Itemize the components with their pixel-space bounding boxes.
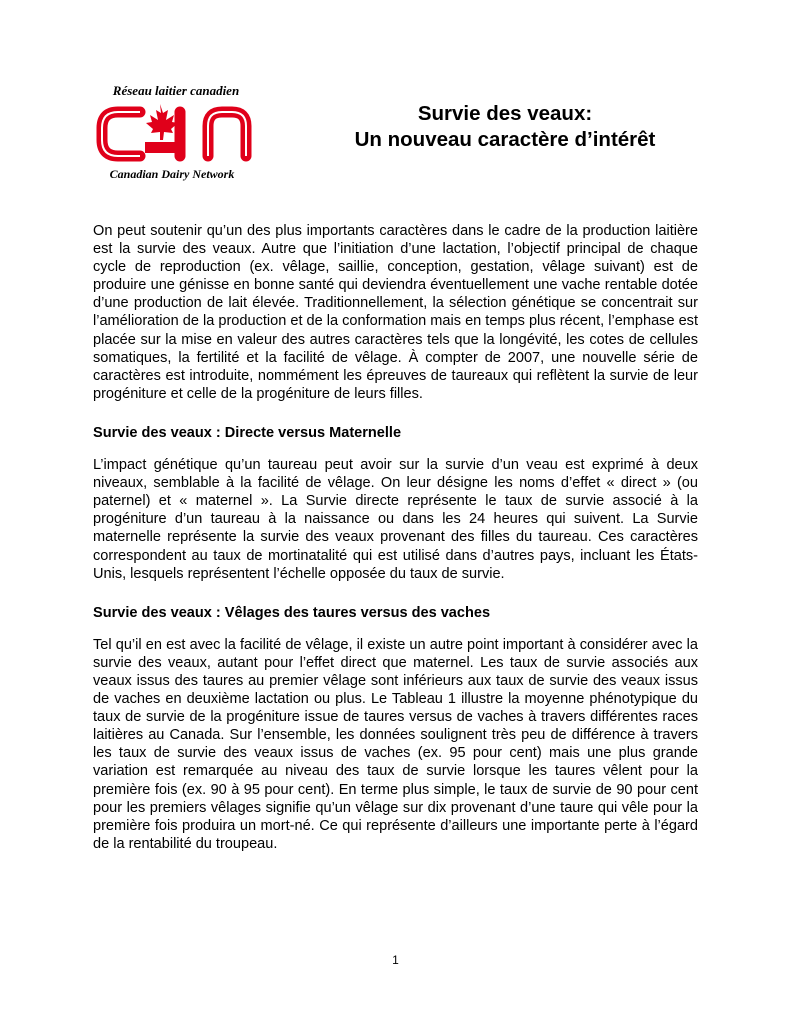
logo-letter-c bbox=[102, 112, 140, 156]
maple-leaf-icon bbox=[146, 104, 178, 140]
logo-bar bbox=[145, 142, 180, 153]
section-heading-heifers-cows: Survie des veaux : Vêlages des taures versus des vaches bbox=[93, 604, 491, 621]
page-title-line1: Survie des veaux: bbox=[417, 102, 593, 125]
logo-bottom-text: Canadian Dairy Network bbox=[109, 167, 235, 181]
document-body bbox=[93, 222, 698, 874]
intro-paragraph: On peut soutenir qu’un des plus importants caractères dans le cadre de la production laitière est la survie des veaux. Autre que l’initiation d’une lactation, l’objectif principal de chaque cycle de reproduction (ex. vêlage, saillie, conception, gestation, vêlage suivant) est de produire une génisse en bonne santé qui deviendra éventuellement une vache rentable dotée d’une production de lait élevée. Traditionnellement, la sélection génétique se concentrait sur l’amélioration de la production et de la conformation mais en temps plus récent, l’emphase est placée sur la mise en valeur des autres caractères tels que la longévité, les cotes de cellules somatiques, la fertilité et la facilité de vêlage. À compter de 2007, une nouvelle série de caractères est introduite, nommément les épreuves de taureaux qui reflètent la survie de leur progéniture et celle de la progéniture de leurs filles. bbox=[93, 223, 698, 402]
section2-paragraph: Tel qu’il en est avec la facilité de vêlage, il existe un autre point important à considérer avec la survie des veaux, autant pour l’effet direct que maternel. Les taux de survie associés aux veaux issus des taures au premier vêlage sont inférieurs aux taux de survie des veaux issus de vaches en deuxième lactation ou plus. Le Tableau 1 illustre la moyenne phénotypique du taux de survie de la progéniture issue de taures versus de vaches à travers différentes races laitières au Canada. Sur l’ensemble, les données soulignent très peu de différence à travers les taux de survie des veaux issus de vaches (ex. 95 pour cent) mais une plus grande variation est remarquée au niveau des taux de survie lorsque les taures vêlent pour la première fois (ex. 90 à 95 pour cent). En terme plus simple, le taux de survie de 90 pour cent pour les premiers vêlages signifie qu’un vêlage sur dix provenant d’une taure qui vêle pour la première fois produira un mort-né. Ce qui représente d’ailleurs une importante perte à l’égard de la rentabilité du troupeau. bbox=[93, 636, 698, 852]
cdn-logo bbox=[88, 82, 268, 182]
page-number: 1 bbox=[392, 953, 399, 967]
logo-top-text: Réseau laitier canadien bbox=[112, 83, 240, 98]
logo-letter-n bbox=[208, 112, 246, 156]
cdn-logo-graphic bbox=[88, 82, 268, 182]
section1-paragraph: L’impact génétique qu’un taureau peut avoir sur la survie d’un veau est exprimé à deux niveaux, semblable à la facilité de vêlage. On leur désigne les noms d’effet « direct » (ou paternel) et « maternel ». La Survie directe représente le taux de survie associé à la progéniture d’un taureau à la naissance ou dans les 24 heures qui suivent. La Survie maternelle représente la survie des veaux provenant des filles du taureau. Ces caractères correspondent au taux de mortinatalité qui est utilisé dans d’autres pays, incluant les États-Unis, lesquels représentent l’échelle opposée du taux de survie. bbox=[93, 457, 698, 582]
page-title bbox=[290, 101, 720, 153]
section-heading-direct-maternal: Survie des veaux : Directe versus Maternelle bbox=[93, 424, 402, 441]
page-title-line2: Un nouveau caractère d’intérêt bbox=[354, 128, 656, 151]
